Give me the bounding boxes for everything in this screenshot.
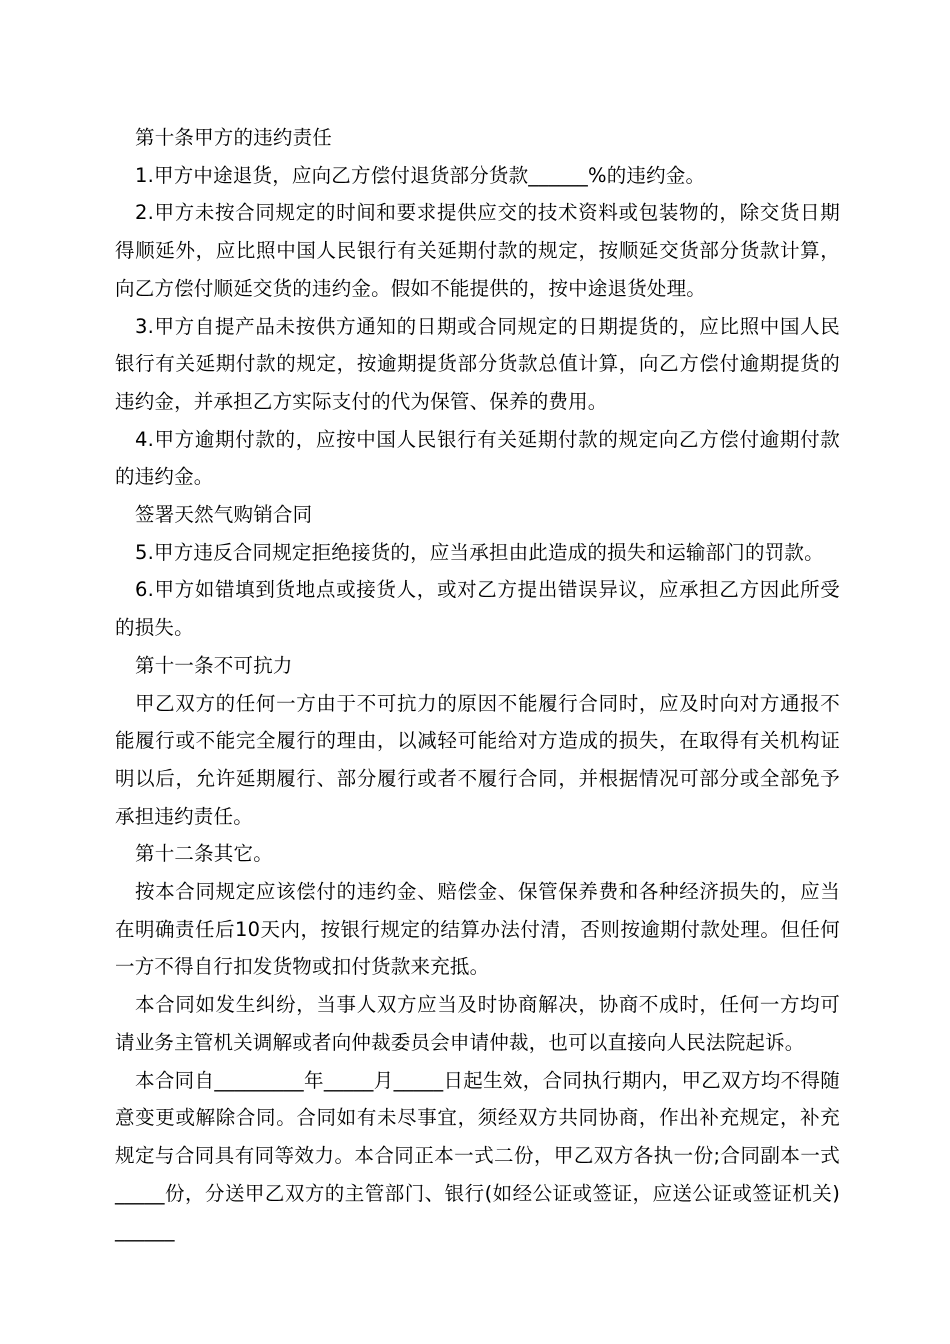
section-heading-article-12: 第十二条其它。 [135,842,273,866]
document-body [115,119,840,1250]
clause-paragraph: 5.甲方违反合同规定拒绝接货的，应当承担由此造成的损失和运输部门的罚款。 [135,540,824,564]
clause-paragraph: 本合同如发生纠纷，当事人双方应当及时协商解决，协商不成时，任何一方均可请业务主管机关调解或者向仲裁委员会申请仲裁，也可以直接向人民法院起诉。 [115,993,840,1054]
clause-paragraph: 按本合同规定应该偿付的违约金、赔偿金、保管保养费和各种经济损失的，应当在明确责任后10天内，按银行规定的结算办法付清，否则按逾期付款处理。但任何一方不得自行扣发货物或扣付货款来充抵。 [115,880,840,979]
clause-paragraph: 1.甲方中途退货，应向乙方偿付退货部分货款______%的违约金。 [135,163,706,187]
clause-paragraph: 3.甲方自提产品未按供方通知的日期或合同规定的日期提货的，应比照中国人民银行有关延期付款的规定，按逾期提货部分货款总值计算，向乙方偿付逾期提货的违约金，并承担乙方实际支付的代为保管、保养的费用。 [115,314,840,413]
clause-paragraph: 本合同自_________年_____月_____日起生效，合同执行期内，甲乙双方均不得随意变更或解除合同。合同如有未尽事宜，须经双方共同协商，作出补充规定，补充规定与合同具有同等效力。本合同正本一式二份，甲乙双方各执一份;合同副本一式_____份，分送甲乙双方的主管部门、银行(如经公证或签证，应送公证或签证机关)______ [115,1068,840,1243]
inline-title: 签署天然气购销合同 [135,503,313,527]
clause-paragraph: 2.甲方未按合同规定的时间和要求提供应交的技术资料或包装物的，除交货日期得顺延外，应比照中国人民银行有关延期付款的规定，按顺延交货部分货款计算，向乙方偿付顺延交货的违约金。假如不能提供的，按中途退货处理。 [115,201,840,300]
clause-paragraph: 甲乙双方的任何一方由于不可抗力的原因不能履行合同时，应及时向对方通报不能履行或不能完全履行的理由，以减轻可能给对方造成的损失，在取得有关机构证明以后，允许延期履行、部分履行或者不履行合同，并根据情况可部分或全部免予承担违约责任。 [115,691,840,828]
section-heading-article-11: 第十一条不可抗力 [135,653,293,677]
clause-paragraph: 4.甲方逾期付款的，应按中国人民银行有关延期付款的规定向乙方偿付逾期付款的违约金。 [115,427,840,489]
clause-paragraph: 6.甲方如错填到货地点或接货人，或对乙方提出错误异议，应承担乙方因此所受的损失。 [115,578,840,640]
section-heading-article-10: 第十条甲方的违约责任 [135,126,333,149]
